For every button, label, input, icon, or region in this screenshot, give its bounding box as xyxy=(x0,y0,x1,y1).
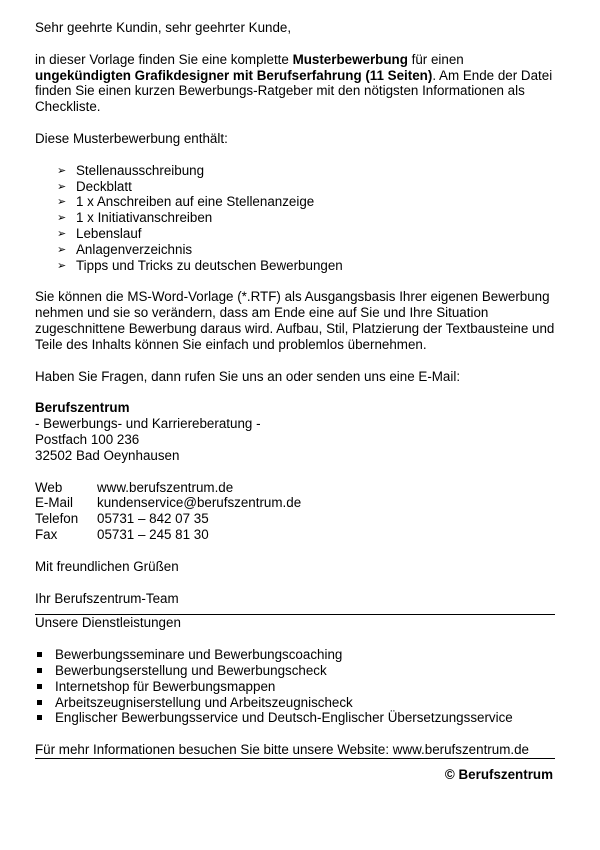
phone-number: 05731 – 842 07 35 xyxy=(97,511,209,527)
contact-block xyxy=(35,480,555,543)
list-item: Internetshop für Bewerbungsmappen xyxy=(35,679,555,695)
list-item: Bewerbungserstellung und Bewerbungscheck xyxy=(35,663,555,679)
more-info: Für mehr Informationen besuchen Sie bitte unsere Website: www.berufszentrum.de xyxy=(35,742,529,758)
list-item: Englischer Bewerbungsservice und Deutsch-Englischer Übersetzungsservice xyxy=(35,710,555,726)
signature: Ihr Berufszentrum-Team xyxy=(35,590,179,606)
greeting: Sehr geehrte Kundin, sehr geehrter Kunde, xyxy=(35,20,292,35)
fax-number: 05731 – 245 81 30 xyxy=(97,526,209,542)
contents-list xyxy=(35,163,555,274)
copyright: © Berufszentrum xyxy=(444,766,553,782)
questions-line: Haben Sie Fragen, dann rufen Sie uns an oder senden uns eine E-Mail: xyxy=(35,368,461,384)
intro-bold-title: ungekündigten Grafikdesigner mit Berufserfahrung (11 Seiten) xyxy=(35,67,433,83)
contents-heading: Diese Musterbewerbung enthält: xyxy=(35,130,228,146)
services-heading: Unsere Dienstleistungen xyxy=(35,615,181,631)
list-item: ➢ Stellenausschreibung xyxy=(57,163,555,179)
company-address xyxy=(35,400,555,463)
contact-row-web: Web www.berufszentrum.de xyxy=(35,479,234,495)
company-tagline: - Bewerbungs- und Karriereberatung - xyxy=(35,416,261,432)
contact-row-email: E-Mail kundenservice@berufszentrum.de xyxy=(35,495,302,511)
list-item: Arbeitszeugniserstellung und Arbeitszeugnischeck xyxy=(35,695,555,711)
email-link[interactable]: kundenservice@berufszentrum.de xyxy=(97,495,302,511)
list-item: ➢ Tipps und Tricks zu deutschen Bewerbungen xyxy=(57,258,555,274)
services-list xyxy=(35,647,555,726)
intro-paragraph: in dieser Vorlage finden Sie eine komplette Musterbewerbung für einen ungekündigten Grafikdesigner mit Berufserfahrung (11 Seiten). Am Ende der Datei finden Sie einen kurzen Bewerbungs-Ratgeber mit den nötigsten Informationen als Checkliste. xyxy=(35,51,553,115)
company-name: Berufszentrum xyxy=(35,400,130,416)
list-item: Bewerbungsseminare und Bewerbungscoaching xyxy=(35,647,555,663)
contact-row-phone: Telefon 05731 – 842 07 35 xyxy=(35,511,209,527)
closing: Mit freundlichen Grüßen xyxy=(35,558,179,574)
list-item: ➢ 1 x Anschreiben auf eine Stellenanzeige xyxy=(57,194,555,210)
list-item: ➢ Anlagenverzeichnis xyxy=(57,242,555,258)
template-paragraph: Sie können die MS-Word-Vorlage (*.RTF) als Ausgangsbasis Ihrer eigenen Bewerbung nehmen und sie so verändern, dass am Ende eine auf Sie und Ihre Situation zugeschnittene Bewerbung daraus wird. Aufbau, Stil, Platzierung der Textbausteine und Teile des Inhalts können Sie einfach und problemlos übernehmen. xyxy=(35,289,555,352)
company-po-box: Postfach 100 236 xyxy=(35,431,140,447)
list-item: ➢ 1 x Initiativanschreiben xyxy=(57,210,555,226)
intro-bold-product: Musterbewerbung xyxy=(292,51,408,67)
web-link[interactable]: www.berufszentrum.de xyxy=(97,479,234,495)
letter-body xyxy=(35,20,555,783)
contact-row-fax: Fax 05731 – 245 81 30 xyxy=(35,526,209,542)
list-item: ➢ Lebenslauf xyxy=(57,226,555,242)
list-item: ➢ Deckblatt xyxy=(57,179,555,195)
company-city: 32502 Bad Oeynhausen xyxy=(35,447,180,463)
